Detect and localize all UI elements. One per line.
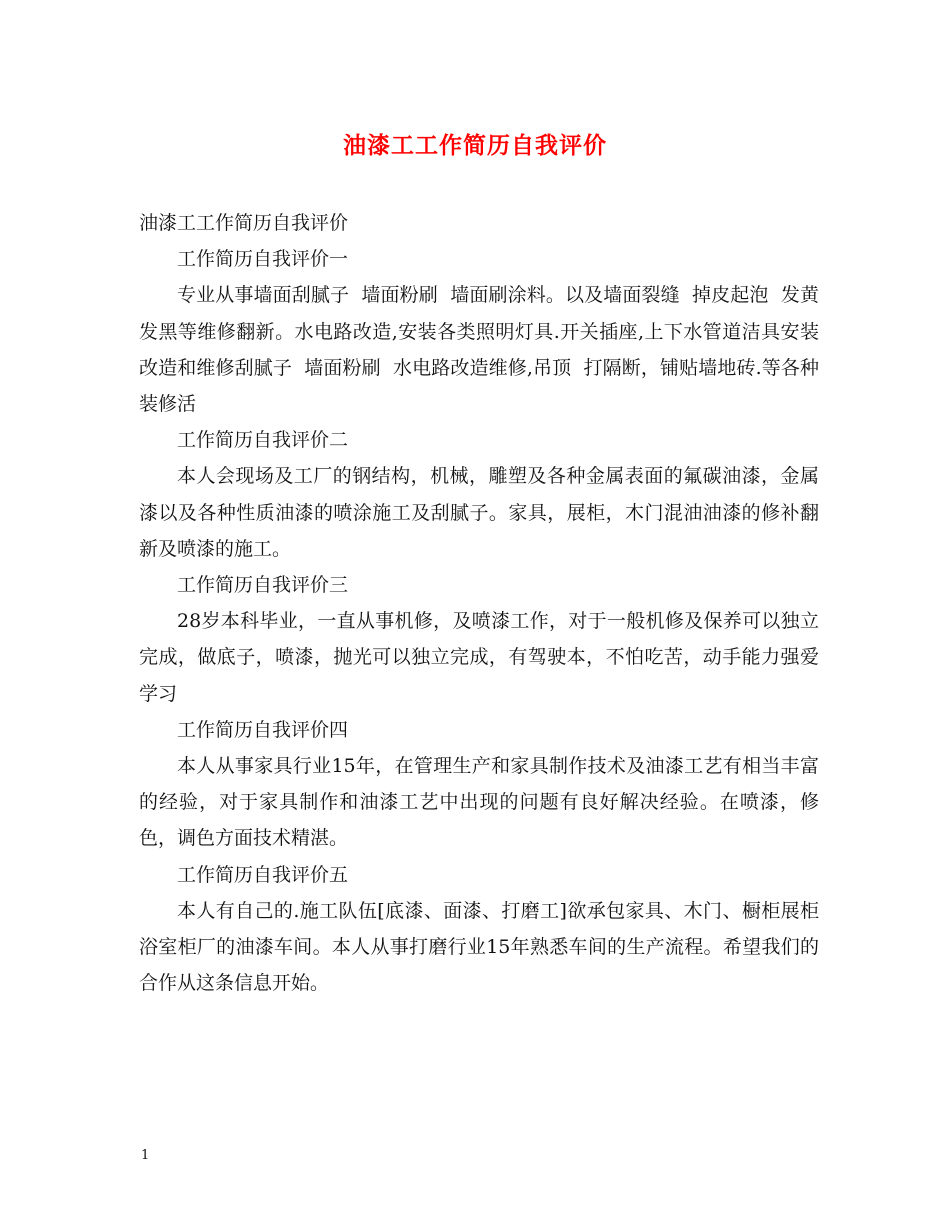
section-body-1: 专业从事墙面刮腻子 墙面粉刷 墙面刷涂料。以及墙面裂缝 掉皮起泡 发黄 发黑等维修翻新。水电路改造,安装各类照明灯具.开关插座,上下水管道洁具安装改造和维修刮腻子 墙面粉刷 水电路改造维修,吊顶 打隔断，铺贴墙地砖.等各种装修活 [139, 284, 832, 416]
section-body-5: 本人有自己的.施工队伍[底漆、面漆、打磨工]欲承包家具、木门、橱柜展柜浴室柜厂的油漆车间。本人从事打磨行业15年熟悉车间的生产流程。希望我们的合作从这条信息开始。 [139, 899, 819, 995]
paragraph-heading: 油漆工工作简历自我评价 [139, 212, 349, 234]
section-body-4: 本人从事家具行业15年，在管理生产和家具制作技术及油漆工艺有相当丰富的经验，对于家具制作和油漆工艺中出现的问题有良好解决经验。在喷漆，修色，调色方面技术精湛。 [139, 755, 819, 850]
section-heading-5: 工作简历自我评价五 [177, 863, 349, 886]
section-body-2: 本人会现场及工厂的钢结构，机械，雕塑及各种金属表面的氟碳油漆，金属漆以及各种性质油漆的喷涂施工及刮腻子。家具，展柜，木门混油油漆的修补翻新及喷漆的施工。 [139, 465, 819, 560]
section-body-3: 28岁本科毕业，一直从事机修，及喷漆工作，对于一般机修及保养可以独立完成，做底子，喷漆，抛光可以独立完成，有驾驶本，不怕吃苦，动手能力强爱学习 [139, 610, 819, 705]
section-heading-3: 工作简历自我评价三 [177, 574, 349, 597]
document-body [139, 205, 832, 1001]
page-number: 1 [141, 1148, 150, 1163]
section-heading-1: 工作简历自我评价一 [177, 248, 349, 271]
section-heading-4: 工作简历自我评价四 [177, 718, 349, 741]
section-heading-2: 工作简历自我评价二 [177, 429, 349, 452]
document-title: 油漆工工作简历自我评价 [343, 132, 607, 159]
